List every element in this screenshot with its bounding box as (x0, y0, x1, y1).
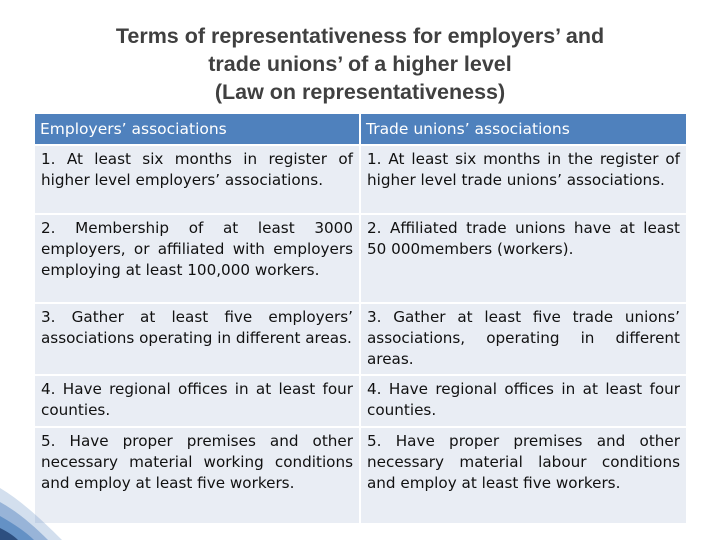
trade-unions-cell: 2. Affiliated trade unions have at least 50 000members (workers). (360, 214, 686, 303)
header-employers: Employers’ associations (35, 114, 360, 145)
trade-unions-cell: 4. Have regional offices in at least four counties. (360, 375, 686, 427)
title-line-1: Terms of representativeness for employers’ and (115, 24, 605, 48)
title-line-3: (Law on representativeness) (214, 80, 506, 104)
table-header-row (35, 114, 686, 145)
representativeness-table (35, 114, 686, 523)
table-row (35, 145, 686, 214)
employers-cell: 2. Membership of at least 3000 employers, or affiliated with employers employing at least 100,000 workers. (35, 214, 360, 303)
table-row (35, 214, 686, 303)
table-row (35, 375, 686, 427)
trade-unions-cell: 1. At least six months in the register of higher level trade unions’ associations. (360, 145, 686, 214)
table-row (35, 427, 686, 523)
table-row (35, 303, 686, 375)
employers-cell: 1. At least six months in register of higher level employers’ associations. (35, 145, 360, 214)
employers-cell: 3. Gather at least five employers’ associations operating in different areas. (35, 303, 360, 375)
header-trade-unions: Trade unions’ associations (360, 114, 686, 145)
slide-title (40, 22, 680, 106)
trade-unions-cell: 3. Gather at least five trade unions’ associations, operating in different areas. (360, 303, 686, 375)
employers-cell: 4. Have regional offices in at least four counties. (35, 375, 360, 427)
trade-unions-cell: 5. Have proper premises and other necessary material labour conditions and employ at least five workers. (360, 427, 686, 523)
title-line-2: trade unions’ of a higher level (208, 52, 512, 76)
decorative-swoosh (0, 440, 100, 540)
employers-cell: 5. Have proper premises and other necessary material working conditions and employ at least five workers. (35, 427, 360, 523)
